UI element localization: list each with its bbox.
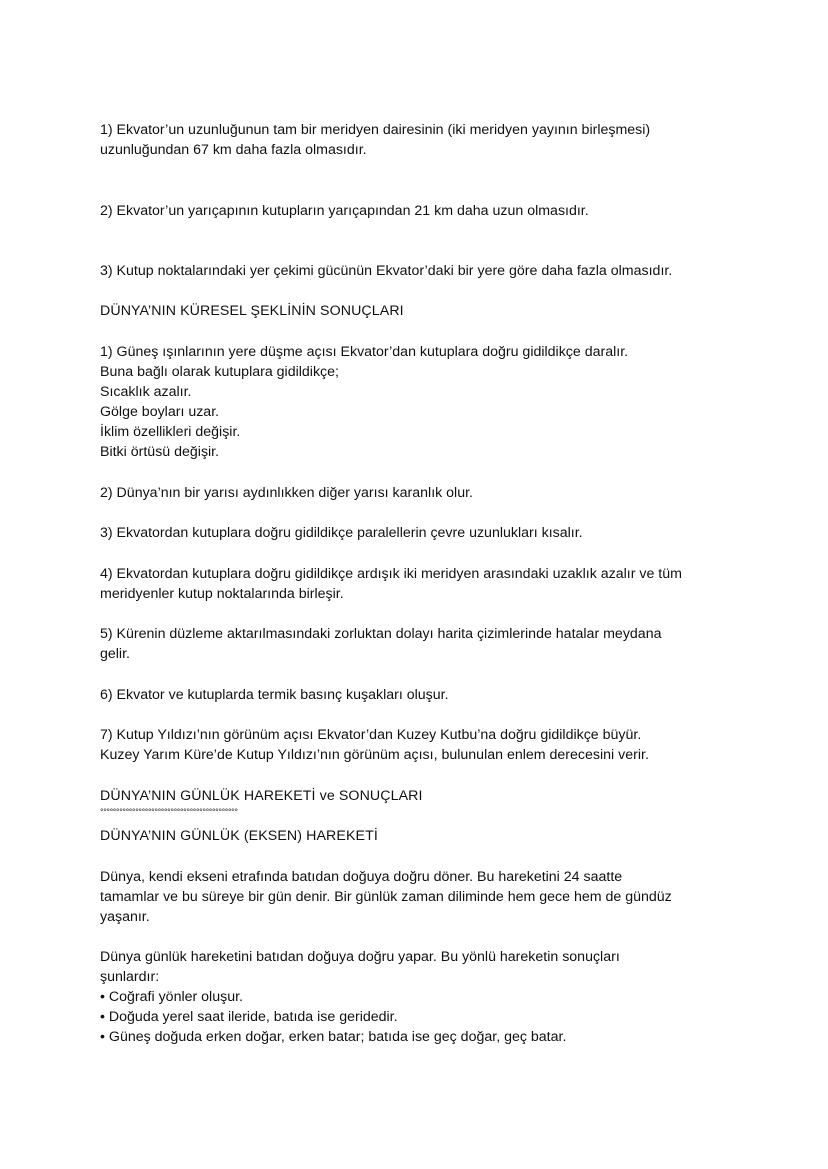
paragraph-line: yaşanır. bbox=[100, 909, 150, 925]
paragraph-line: meridyenler kutup noktalarında birleşir. bbox=[100, 586, 344, 602]
paragraph-line: 7) Kutup Yıldızı’nın görünüm açısı Ekvator’dan Kuzey Kutbu’na doğru gidildikçe büyür. bbox=[100, 727, 642, 743]
paragraph-line: tamamlar ve bu süreye bir gün denir. Bir günlük zaman diliminde hem gece hem de gündüz bbox=[100, 889, 672, 905]
paragraph-line: uzunluğundan 67 km daha fazla olmasıdır. bbox=[100, 142, 367, 158]
section-heading: DÜNYA’NIN GÜNLÜK (EKSEN) HAREKETİ bbox=[100, 828, 378, 844]
paragraph-line: 1) Güneş ışınlarının yere düşme açısı Ekvator’dan kutuplara doğru gidildikçe daralır. bbox=[100, 344, 629, 360]
paragraph-line: Buna bağlı olarak kutuplara gidildikçe; bbox=[100, 364, 339, 380]
paragraph-line: 2) Dünya’nın bir yarısı aydınlıkken diğer yarısı karanlık olur. bbox=[100, 485, 473, 501]
paragraph-line: şunlardır: bbox=[100, 969, 160, 985]
bullet-item: • Güneş doğuda erken doğar, erken batar; batıda ise geç doğar, geç batar. bbox=[100, 1029, 567, 1045]
paragraph-line: İklim özellikleri değişir. bbox=[100, 424, 241, 440]
paragraph-line: gelir. bbox=[100, 646, 130, 662]
paragraph-line: 2) Ekvator’un yarıçapının kutupların yarıçapından 21 km daha uzun olmasıdır. bbox=[100, 203, 589, 219]
paragraph-line: 3) Ekvatordan kutuplara doğru gidildikçe paralellerin çevre uzunlukları kısalır. bbox=[100, 525, 583, 541]
paragraph-line: 6) Ekvator ve kutuplarda termik basınç kuşakları oluşur. bbox=[100, 687, 449, 703]
section-heading: DÜNYA’NIN KÜRESEL ŞEKLİNİN SONUÇLARI bbox=[100, 303, 404, 319]
bullet-item: • Doğuda yerel saat ileride, batıda ise geridedir. bbox=[100, 1009, 398, 1025]
paragraph-line: 4) Ekvatordan kutuplara doğru gidildikçe ardışık iki meridyen arasındaki uzaklık azalır ve tüm bbox=[100, 566, 682, 582]
paragraph-line: Sıcaklık azalır. bbox=[100, 384, 192, 400]
bullet-item: • Coğrafi yönler oluşur. bbox=[100, 989, 243, 1005]
paragraph-line: Dünya, kendi ekseni etrafında batıdan doğuya doğru döner. Bu hareketini 24 saatte bbox=[100, 869, 623, 885]
paragraph-line: 5) Kürenin düzleme aktarılmasındaki zorluktan dolayı harita çizimlerinde hatalar meydana bbox=[100, 626, 662, 642]
paragraph-line: Dünya günlük hareketini batıdan doğuya doğru yapar. Bu yönlü hareketin sonuçları bbox=[100, 949, 620, 965]
paragraph-line: 1) Ekvator’un uzunluğunun tam bir meridyen dairesinin (iki meridyen yayının birleşmesi) bbox=[100, 122, 651, 138]
section-heading: DÜNYA’NIN GÜNLÜK HAREKETİ ve SONUÇLARI bbox=[100, 788, 423, 804]
paragraph-line: Kuzey Yarım Küre’de Kutup Yıldızı’nın görünüm açısı, bulunulan enlem derecesini verir. bbox=[100, 747, 649, 763]
degree-divider: °°°°°°°°°°°°°°°°°°°°°°°°°°°°°°°°°°°°°°°°°°° bbox=[100, 807, 238, 817]
paragraph-line: 3) Kutup noktalarındaki yer çekimi gücünün Ekvator’daki bir yere göre daha fazla olmasıdır. bbox=[100, 263, 673, 279]
paragraph-line: Bitki örtüsü değişir. bbox=[100, 444, 220, 460]
paragraph-line: Gölge boyları uzar. bbox=[100, 404, 220, 420]
